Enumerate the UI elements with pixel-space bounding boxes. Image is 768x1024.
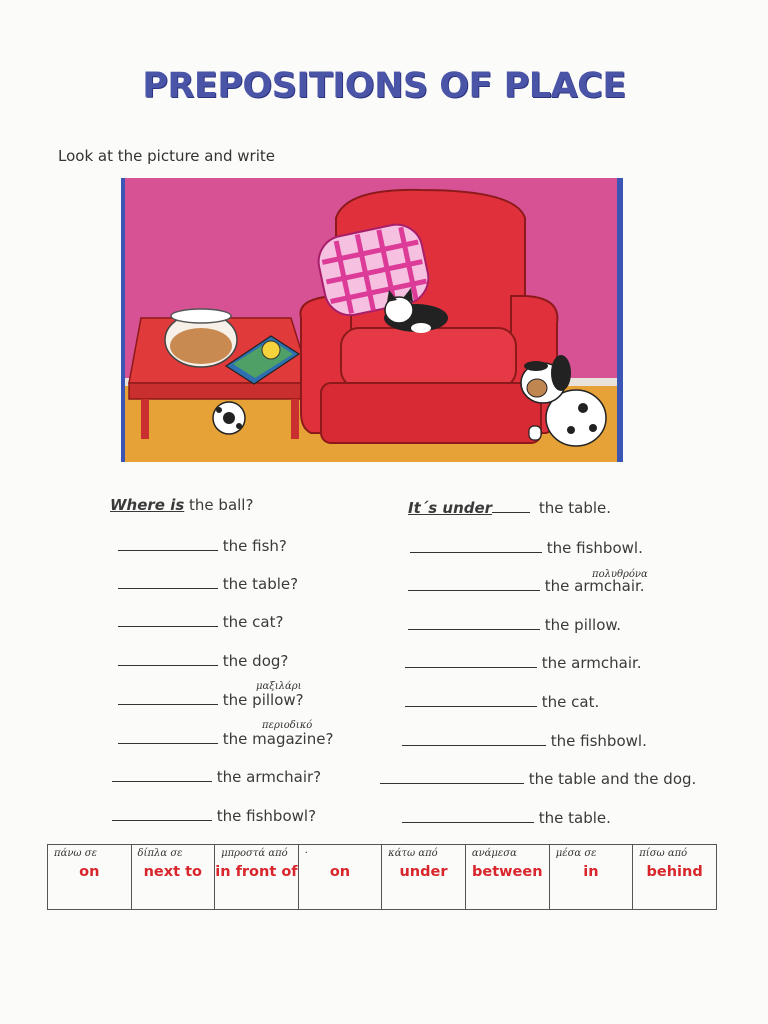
word-bank-cell: μπροστά από in front of [215,845,299,910]
question-row: the pillow? [118,690,304,709]
room-illustration [121,178,623,462]
answer-row: the fishbowl. [410,538,643,557]
answer-row: the table and the dog. [380,769,696,788]
word-bank-cell: κάτω από under [382,845,466,910]
answer-blank[interactable] [118,651,218,666]
word-bank-cell: πίσω από behind [633,845,717,910]
answer-row: the pillow. [408,615,621,634]
answer-blank[interactable] [408,615,540,630]
ball-drawing [213,402,245,434]
gloss-magazine: περιοδικό [262,720,313,731]
answer-blank[interactable] [118,574,218,589]
word-bank-cell: δίπλα σε next to [131,845,215,910]
gloss-pillow: μαξιλάρι [256,681,302,692]
answer-row: the fishbowl. [402,731,647,750]
answer-blank[interactable] [118,690,218,705]
answer-blank[interactable] [410,538,542,553]
example-answer-blank [492,498,530,513]
example-question: Where is the ball? [110,496,254,514]
answer-blank[interactable] [402,808,534,823]
answer-blank[interactable] [118,612,218,627]
word-bank-cell: · on [298,845,381,910]
question-row: the magazine? [118,729,333,748]
word-bank-cell: πάνω σε on [48,845,132,910]
example-answer: It´s under the table. [408,499,612,517]
answer-blank[interactable] [380,769,524,784]
answer-blank[interactable] [405,653,537,668]
word-bank-cell: ανάμεσα between [465,845,549,910]
answer-blank[interactable] [112,806,212,821]
question-row: the dog? [118,651,288,670]
answer-row: the armchair. [405,653,642,672]
answer-blank[interactable] [408,576,540,591]
answer-blank[interactable] [118,729,218,744]
answer-row: the armchair. [408,576,645,595]
instruction: Look at the picture and write [58,147,275,165]
answer-blank[interactable] [405,692,537,707]
gloss-armchair: πολυθρόνα [592,569,648,580]
word-bank-table [47,844,717,910]
fishbowl-drawing [165,309,237,367]
question-row: the cat? [118,612,283,631]
question-row: the table? [118,574,298,593]
question-row: the fish? [118,536,287,555]
answer-blank[interactable] [118,536,218,551]
question-row: the fishbowl? [112,806,316,825]
answer-row: the cat. [405,692,599,711]
question-row: the armchair? [112,767,321,786]
answer-blank[interactable] [112,767,212,782]
answer-row: the table. [402,808,611,827]
page-title: PREPOSITIONS OF PLACE [142,66,626,106]
word-bank-cell: μέσα σε in [549,845,633,910]
answer-blank[interactable] [402,731,546,746]
